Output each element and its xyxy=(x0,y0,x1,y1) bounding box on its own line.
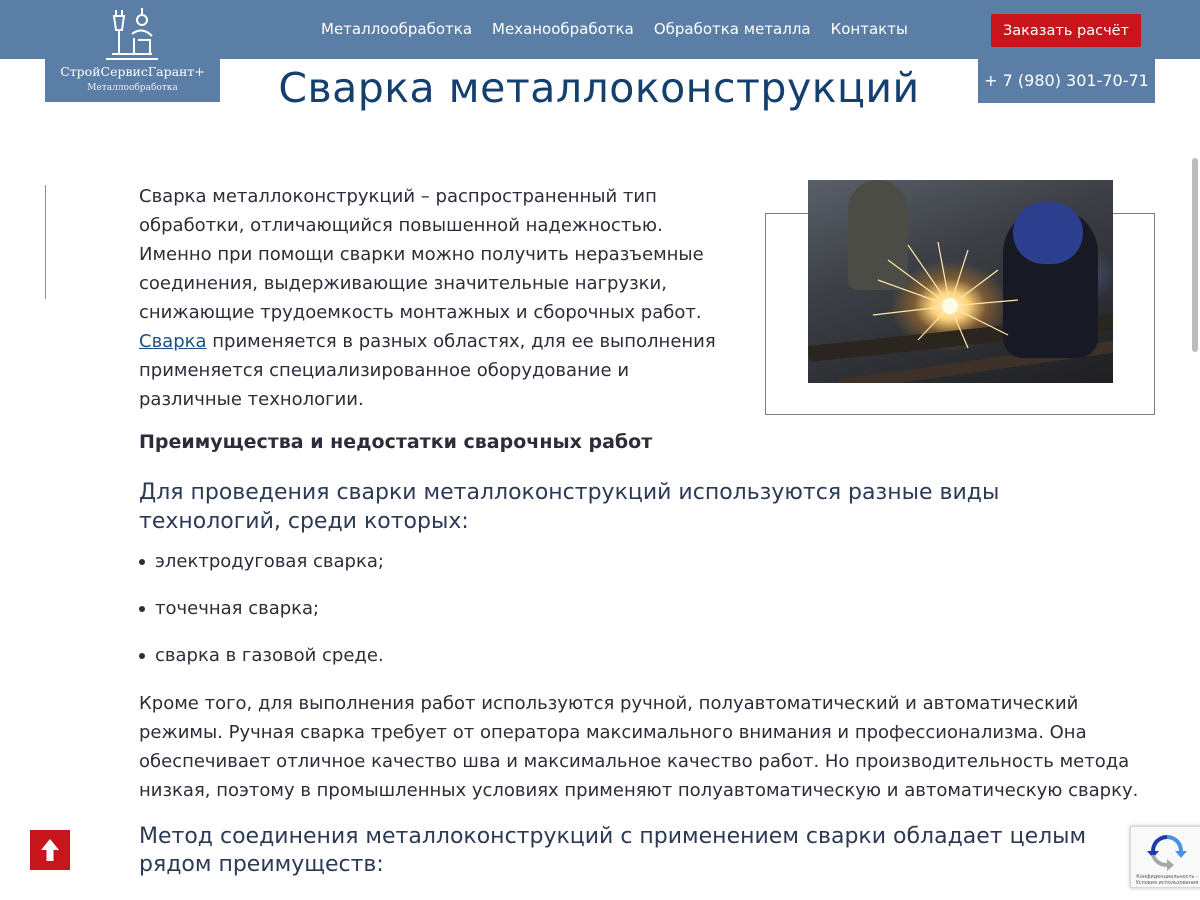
advantages-subheading: Преимущества и недостатки сварочных работ xyxy=(139,431,653,453)
logo-subtitle: Металлообработка xyxy=(87,83,178,93)
order-calculation-button[interactable]: Заказать расчёт xyxy=(991,14,1141,47)
technologies-lead: Для проведения сварки металлоконструкций используются разные виды технологий, среди которых: xyxy=(139,480,1000,534)
photo-sparks xyxy=(868,240,1028,350)
recaptcha-badge[interactable] xyxy=(1130,826,1200,888)
modes-paragraph: Кроме того, для выполнения работ используются ручной, полуавтоматический и автоматический режимы. Ручная сварка требует от оператора максимального внимания и профессионализма. Она обеспечивает отличное качество шва и максимальное качество работ. Но производительность метода низкая, поэтому в промышленных условиях применяют полуавтоматическую и автоматическую сварку. xyxy=(139,693,1139,801)
list-item: сварка в газовой среде. xyxy=(139,642,384,689)
list-item: электродуговая сварка; xyxy=(139,548,384,595)
left-divider xyxy=(45,185,46,299)
welding-link[interactable]: Сварка xyxy=(139,331,207,352)
intro-paragraph xyxy=(139,182,729,414)
logo[interactable] xyxy=(45,0,220,102)
welder-logo-icon xyxy=(102,6,162,62)
phone-number[interactable]: + 7 (980) 301-70-71 xyxy=(978,59,1155,103)
nav-link-machining[interactable]: Механообработка xyxy=(492,20,634,38)
technologies-list xyxy=(139,548,384,689)
intro-rest: применяется в разных областях, для ее выполнения применяется специализированное оборудование и различные технологии. xyxy=(139,331,716,410)
advantages-lead: Метод соединения металлоконструкций с применением сварки обладает целым рядом преимуществ: xyxy=(139,824,1087,877)
arrow-up-icon xyxy=(30,830,70,870)
nav-link-metal-processing[interactable]: Обработка металла xyxy=(653,20,811,38)
recaptcha-terms: Конфиденциальность - Условия использования xyxy=(1135,874,1199,886)
intro-text: Сварка металлоконструкций – распространенный тип обработки, отличающийся повышенной надежностью. Именно при помощи сварки можно получить неразъемные соединения, выдерживающие значительные нагрузки, снижающие трудоемкость монтажных и сборочных работ. xyxy=(139,186,704,323)
page-title: Сварка металлоконструкций xyxy=(278,64,920,112)
scrollbar-thumb[interactable] xyxy=(1192,158,1198,352)
recaptcha-icon xyxy=(1131,827,1200,873)
nav-link-metalworking[interactable]: Металлообработка xyxy=(321,20,473,38)
scroll-to-top-button[interactable] xyxy=(30,830,70,870)
logo-name: СтройСервисГарант+ xyxy=(60,64,205,79)
list-item: точечная сварка; xyxy=(139,595,384,642)
welding-photo xyxy=(808,180,1113,383)
nav-link-contacts[interactable]: Контакты xyxy=(830,20,908,38)
main-nav xyxy=(321,20,908,42)
